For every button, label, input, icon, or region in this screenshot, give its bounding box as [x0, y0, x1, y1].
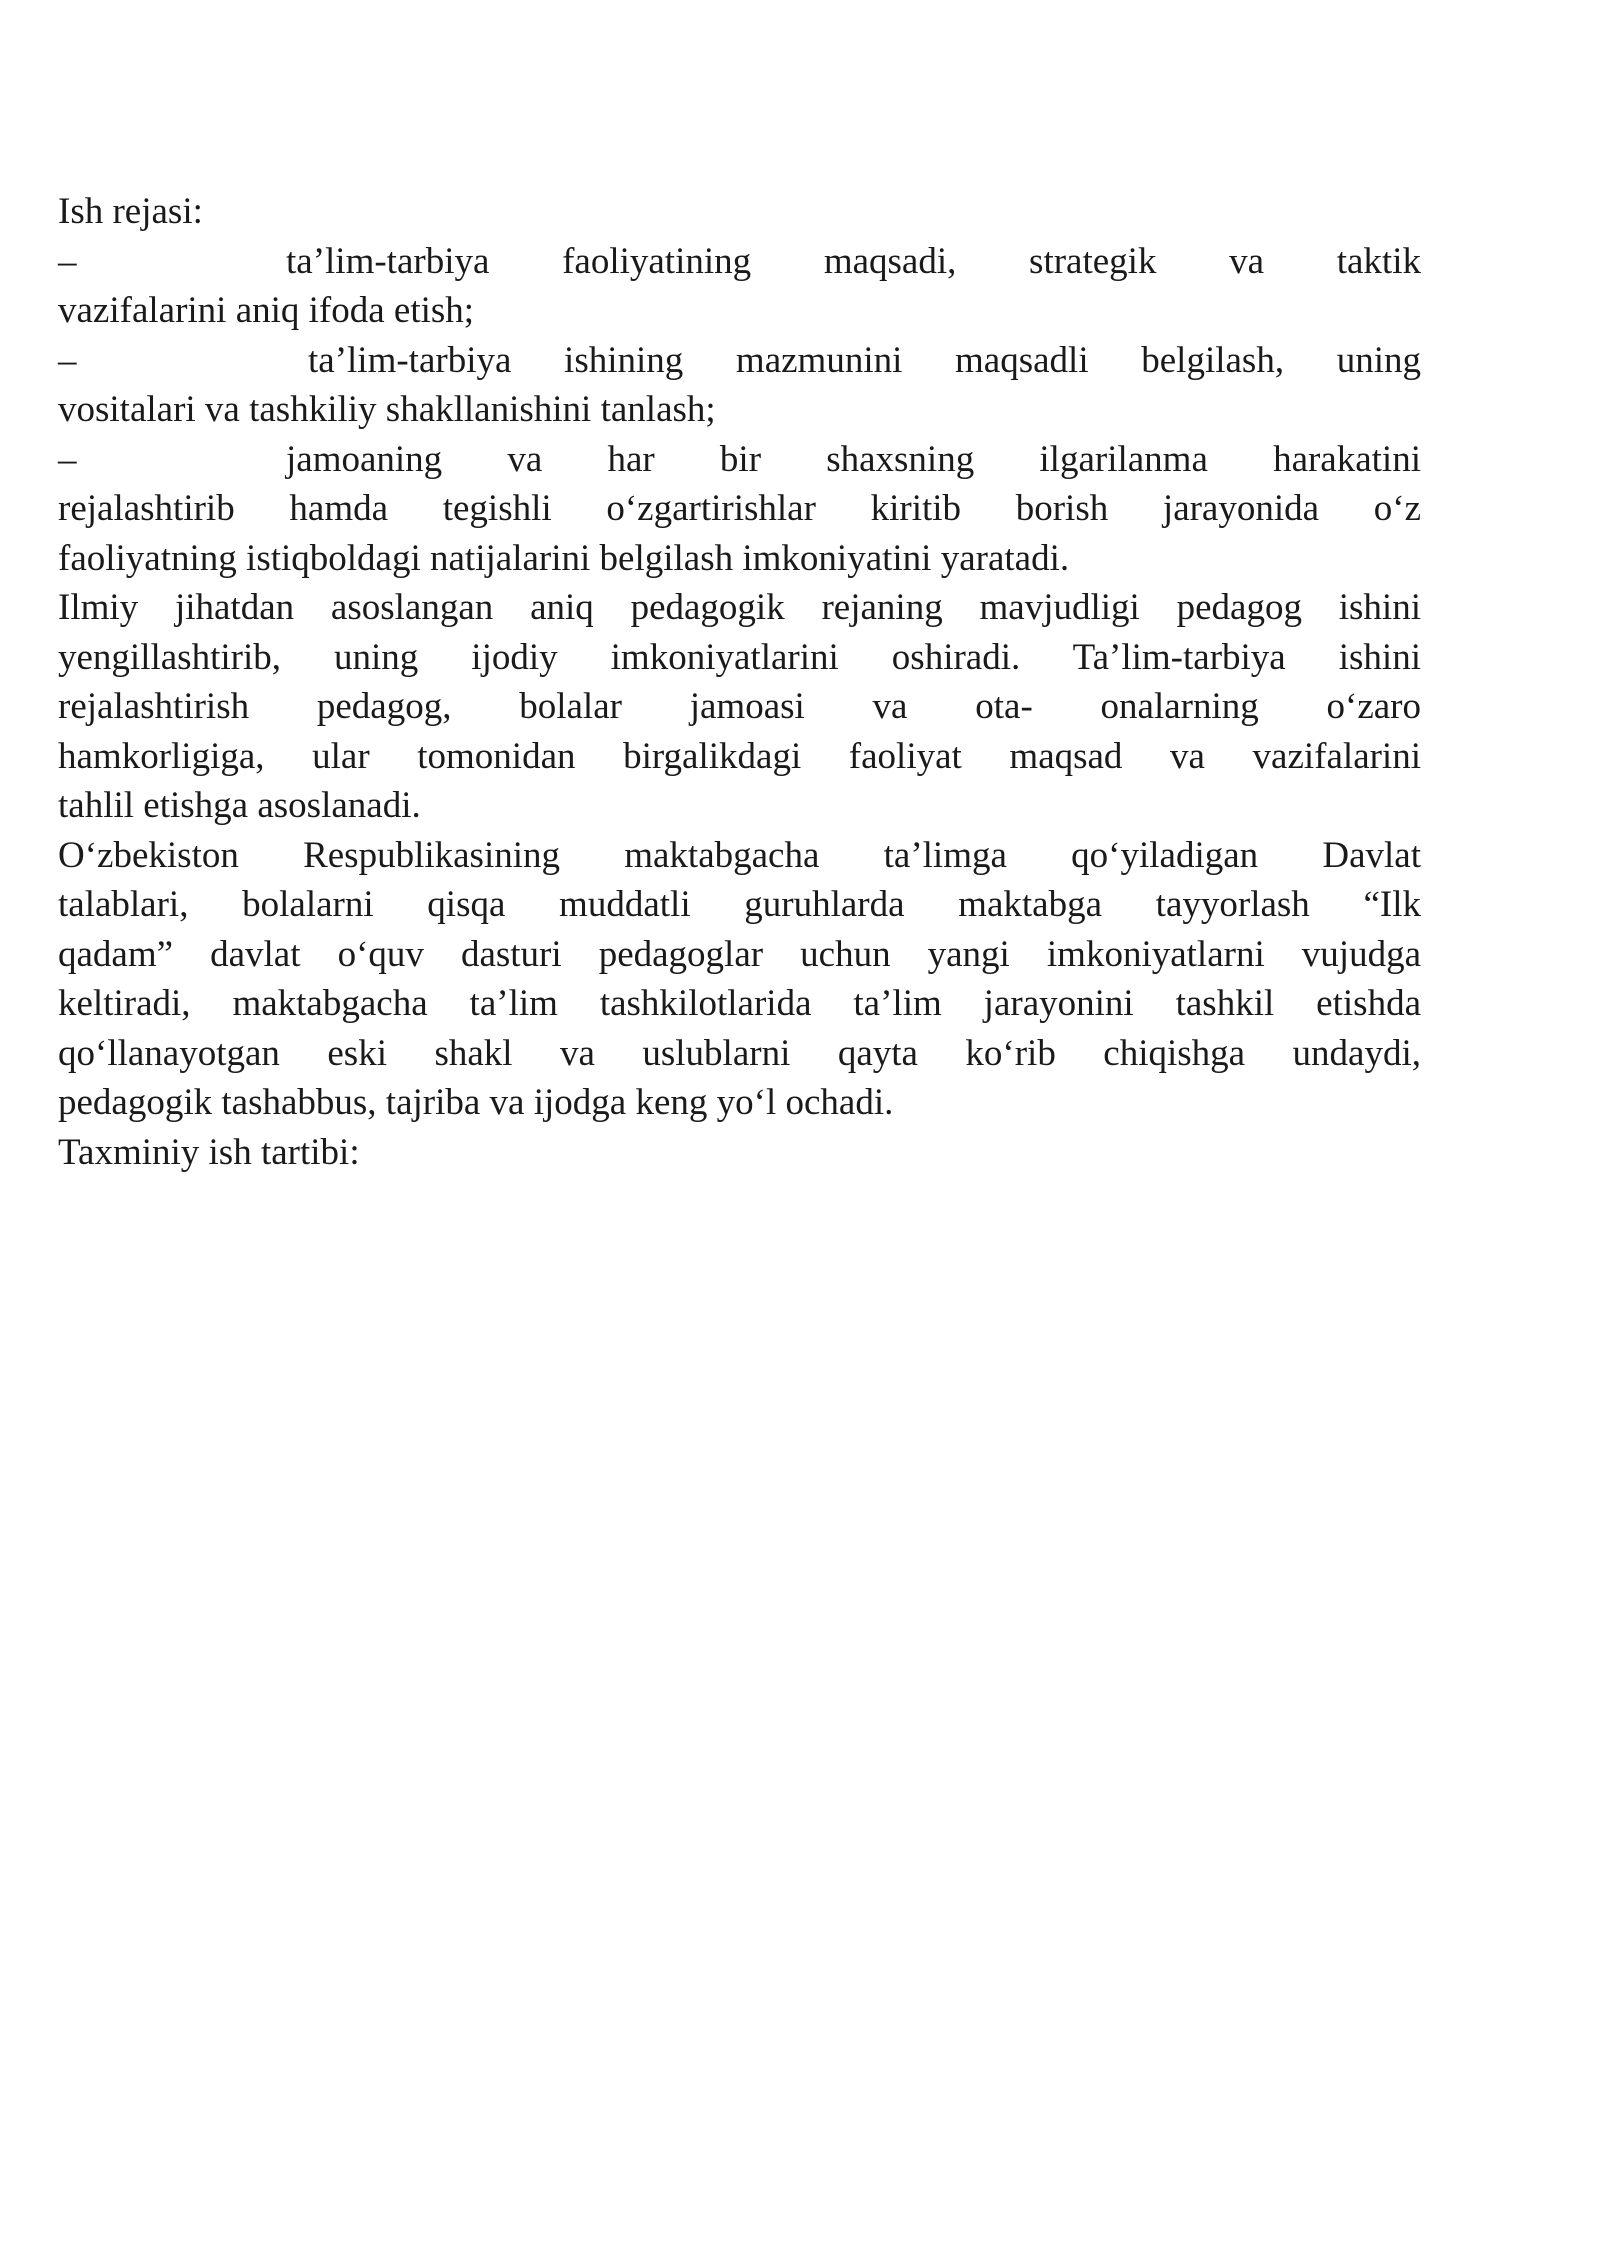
bullet-item — [58, 336, 1421, 435]
bullet-dash: – — [58, 339, 77, 381]
body-paragraph — [58, 583, 1421, 831]
bullet-item — [58, 237, 1421, 336]
paragraph-line: hamkorligiga, ular tomonidan birgalikdagi faoliyat maqsad va vazifalarini — [58, 735, 1421, 777]
section-heading: Taxminiy ish tartibi: — [58, 1131, 360, 1173]
paragraph-line: pedagogik tashabbus, tajriba va ijodga keng yo‘l ochadi. — [58, 1082, 894, 1123]
bullet-dash: – — [58, 240, 77, 282]
paragraph-line: keltiradi, maktabgacha ta’lim tashkilotlarida ta’lim jarayonini tashkil etishda — [58, 983, 1421, 1024]
paragraph-line: O‘zbekiston Respublikasining maktabgacha ta’limga qo‘yiladigan Davlat — [58, 834, 1421, 876]
bullet-item — [58, 435, 1421, 584]
bullet-text: jamoaning va har bir shaxsning ilgarilanma harakatini — [286, 438, 1421, 480]
bullet-continuation: rejalashtirib hamda tegishli o‘zgartirishlar kiritib borish jarayonida o‘z — [58, 488, 1421, 529]
bullet-continuation: vositalari va tashkiliy shakllanishini tanlash; — [58, 389, 716, 430]
bullet-dash: – — [58, 438, 77, 480]
bullet-first-line — [58, 435, 1421, 485]
paragraph-line: talablari, bolalarni qisqa muddatli guruhlarda maktabga tayyorlash “Ilk — [58, 884, 1421, 925]
paragraph-line: rejalashtirish pedagog, bolalar jamoasi va ota- onalarning o‘zaro — [58, 686, 1421, 727]
document-page — [58, 187, 1421, 1177]
paragraph-line: tahlil etishga asoslanadi. — [58, 785, 421, 826]
body-paragraph — [58, 831, 1421, 1128]
paragraph-line: Ilmiy jihatdan asoslangan aniq pedagogik rejaning mavjudligi pedagog ishini — [58, 587, 1421, 628]
paragraph-line: yengillashtirib, uning ijodiy imkoniyatlarini oshiradi. Ta’lim-tarbiya ishini — [58, 636, 1421, 678]
paragraph-line: qadam” davlat o‘quv dasturi pedagoglar uchun yangi imkoniyatlarni vujudga — [58, 933, 1421, 975]
bullet-first-line — [58, 336, 1421, 386]
bullet-first-line — [58, 237, 1421, 287]
section-heading: Ish rejasi: — [58, 191, 203, 232]
bullet-continuation: vazifalarini aniq ifoda etish; — [58, 290, 475, 331]
bullet-text: ta’lim-tarbiya faoliyatining maqsadi, strategik va taktik — [286, 240, 1421, 282]
paragraph-line: qo‘llanayotgan eski shakl va uslublarni qayta ko‘rib chiqishga undaydi, — [58, 1032, 1421, 1074]
bullet-text: ta’lim-tarbiya ishining mazmunini maqsadli belgilash, uning — [308, 339, 1421, 381]
bullet-continuation: faoliyatning istiqboldagi natijalarini belgilash imkoniyatini yaratadi. — [58, 537, 1070, 579]
